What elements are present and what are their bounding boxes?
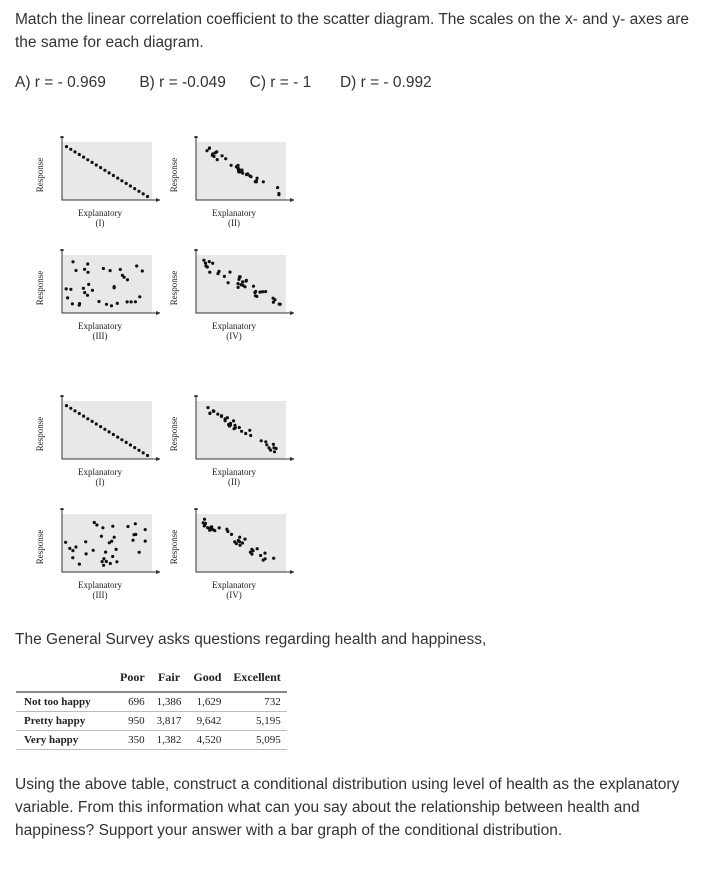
scatter-point [216, 413, 219, 416]
scatter-point [74, 545, 77, 548]
scatter-point [256, 177, 259, 180]
y-axis-label: Response [35, 416, 45, 452]
scatter-point [213, 529, 216, 532]
scatter-point [238, 426, 241, 429]
scatter-point [135, 264, 138, 267]
y-axis-label: Response [169, 270, 179, 306]
x-axis-label: Explanatory (IV) [212, 580, 256, 600]
scatter-point [137, 190, 140, 193]
scatter-point [137, 449, 140, 452]
scatter-point [232, 419, 235, 422]
scatter-point [272, 443, 275, 446]
scatter-point [109, 269, 112, 272]
y-axis-arrow [194, 395, 198, 397]
scatter-point [110, 304, 113, 307]
x-axis-arrow [156, 570, 160, 574]
scatter-point [272, 557, 275, 560]
scatter-point [208, 271, 211, 274]
scatter-point [212, 155, 215, 158]
scatter-point [95, 523, 98, 526]
scatter-point [208, 260, 211, 263]
column-header: Poor [120, 670, 145, 684]
scatter-point [71, 549, 74, 552]
table-cell: 950 [114, 712, 151, 731]
scatter-point [203, 518, 206, 521]
plot-area [62, 514, 152, 572]
question-2-prompt: Using the above table, construct a conditional distribution using level of health as the explanatory variable. From this information what can you say about the relationship between health and happiness? Support your answer with a bar graph of the conditional distribution. [15, 776, 680, 839]
scatter-point [104, 551, 107, 554]
y-axis-label: Response [35, 529, 45, 565]
scatter-point [99, 425, 102, 428]
table-cell: 350 [114, 731, 151, 750]
scatter-point [146, 195, 149, 198]
scatter-point [220, 415, 223, 418]
scatter-point [120, 438, 123, 441]
scatter-point [138, 551, 141, 554]
scatter-point [228, 271, 231, 274]
scatter-point [116, 302, 119, 305]
scatter-point [103, 428, 106, 431]
scatter-point [123, 276, 126, 279]
table-cell: 4,520 [187, 731, 227, 750]
scatter-point [125, 182, 128, 185]
scatter-point [66, 296, 69, 299]
scatter-point [130, 300, 133, 303]
y-axis-label: Response [35, 270, 45, 306]
scatter-point [265, 443, 268, 446]
scatter-point [74, 269, 77, 272]
scatter-point [64, 541, 67, 544]
row-label: Not too happy [16, 692, 114, 712]
x-axis-arrow [156, 457, 160, 461]
option-b: B) r = -0.049 [139, 74, 226, 91]
scatter-point [95, 422, 98, 425]
scatter-point [272, 297, 275, 300]
scatter-point [208, 412, 211, 415]
scatter-point [208, 146, 211, 149]
scatter-point [109, 562, 112, 565]
y-axis-label: Response [169, 529, 179, 565]
scatter-point [241, 284, 244, 287]
scatter-point [138, 295, 141, 298]
scatter-point [91, 161, 94, 164]
question-1-text: Match the linear correlation coefficient to the scatter diagram. The scales on the x- and y- axes are the same for each diagram. [15, 11, 690, 51]
scatter-point [100, 535, 103, 538]
scatter-point [233, 427, 236, 430]
scatter-point [249, 175, 252, 178]
scatter-point [226, 530, 229, 533]
table-row [16, 731, 287, 750]
scatter-point [69, 148, 72, 151]
scatter-point [142, 451, 145, 454]
option-c: C) r = - 1 [249, 74, 312, 91]
scatter-point [238, 536, 241, 539]
scatter-point [108, 171, 111, 174]
scatter-point [237, 286, 240, 289]
scatter-point [239, 275, 242, 278]
table-cell: 3,817 [151, 712, 188, 731]
scatter-point [129, 443, 132, 446]
scatter-point [65, 145, 68, 148]
scatter-point [71, 260, 74, 263]
scatter-point [101, 526, 104, 529]
row-label: Pretty happy [16, 712, 114, 731]
scatter-point [93, 521, 96, 524]
table-cell: 9,642 [187, 712, 227, 731]
scatter-point [262, 180, 265, 183]
scatter-point [204, 522, 207, 525]
scatter-point [241, 280, 244, 283]
scatter-point [218, 526, 221, 529]
scatter-point [78, 563, 81, 566]
scatter-point [120, 179, 123, 182]
scatter-point [204, 262, 207, 265]
scatter-point [108, 541, 111, 544]
scatter-point [256, 547, 259, 550]
scatter-point [233, 540, 236, 543]
scatter-point [101, 560, 104, 563]
x-axis-label: Explanatory (III) [78, 580, 122, 600]
scatter-point [276, 186, 279, 189]
option-a: A) r = - 0.969 [15, 74, 106, 91]
scatter-point [230, 164, 233, 167]
scatter-point [230, 533, 233, 536]
scatter-point [71, 556, 74, 559]
scatter-point [126, 300, 129, 303]
scatter-point [105, 303, 108, 306]
scatter-point [65, 404, 68, 407]
scatter-point [82, 415, 85, 418]
scatter-point [103, 169, 106, 172]
x-axis-arrow [290, 311, 294, 315]
scatter-point [245, 279, 248, 282]
x-axis-arrow [156, 311, 160, 315]
scatter-point [125, 441, 128, 444]
row-label: Very happy [16, 731, 114, 750]
scatter-point [102, 564, 105, 567]
scatter-point [223, 275, 226, 278]
table-cell: 5,095 [227, 731, 286, 750]
scatter-point [87, 283, 90, 286]
scatter-point [82, 156, 85, 159]
scatter-point [221, 154, 224, 157]
table-cell: 696 [114, 692, 151, 712]
x-axis-arrow [290, 570, 294, 574]
scatter-point [278, 303, 281, 306]
scatter-point [144, 528, 147, 531]
scatter-point [116, 436, 119, 439]
x-axis-label: Explanatory (I) [78, 467, 122, 487]
scatter-point [248, 429, 251, 432]
survey-intro: The General Survey asks questions regarding health and happiness, [15, 631, 487, 648]
x-axis-arrow [290, 457, 294, 461]
y-axis-label: Response [35, 157, 45, 193]
x-axis-arrow [156, 198, 160, 202]
scatter-point [91, 289, 94, 292]
scatter-point [133, 187, 136, 190]
column-header: Fair [158, 670, 181, 684]
column-header: Good [193, 670, 222, 684]
scatter-point [97, 300, 100, 303]
scatter-point [144, 540, 147, 543]
scatter-point [133, 446, 136, 449]
scatter-point [245, 173, 248, 176]
scatter-point [269, 449, 272, 452]
scatter-point [83, 291, 86, 294]
scatter-panel [35, 249, 160, 341]
scatter-point [206, 406, 209, 409]
y-axis-arrow [60, 508, 64, 510]
scatter-point [134, 533, 137, 536]
y-axis-arrow [194, 249, 198, 251]
scatter-point [131, 539, 134, 542]
scatter-point [69, 288, 72, 291]
scatter-point [95, 163, 98, 166]
scatter-point [211, 262, 214, 265]
scatter-point [273, 450, 276, 453]
scatter-point [86, 271, 89, 274]
scatter-point [83, 268, 86, 271]
scatter-point [99, 166, 102, 169]
scatter-point [113, 285, 116, 288]
scatter-panel [35, 136, 160, 228]
scatter-point [237, 168, 240, 171]
x-axis-label: Explanatory (II) [212, 467, 256, 487]
scatter-point [78, 412, 81, 415]
scatter-point [71, 302, 74, 305]
scatter-point [224, 157, 227, 160]
y-axis-arrow [60, 249, 64, 251]
scatter-point [82, 287, 85, 290]
scatter-point [108, 430, 111, 433]
scatter-point [69, 407, 72, 410]
scatter-point [91, 420, 94, 423]
scatter-point [261, 290, 264, 293]
scatter-point [255, 295, 258, 298]
column-header: Excellent [233, 670, 281, 684]
scatter-point [262, 559, 265, 562]
scatter-point [119, 268, 122, 271]
scatter-point [227, 423, 230, 426]
y-axis-arrow [194, 136, 198, 138]
table-header-row [16, 668, 287, 692]
scatter-point [224, 417, 227, 420]
scatter-point [68, 547, 71, 550]
scatter-point [205, 149, 208, 152]
table-row [16, 712, 287, 731]
scatter-point [236, 164, 239, 167]
y-axis-arrow [194, 508, 198, 510]
table-cell: 732 [227, 692, 286, 712]
scatter-panel [35, 508, 160, 600]
y-axis-arrow [60, 136, 64, 138]
scatter-point [134, 522, 137, 525]
table-cell: 1,382 [151, 731, 188, 750]
scatter-point [111, 555, 114, 558]
scatter-point [85, 552, 88, 555]
scatter-point [126, 278, 129, 281]
scatter-point [240, 430, 243, 433]
scatter-point [227, 281, 230, 284]
answer-options [15, 71, 705, 94]
y-axis-label: Response [169, 416, 179, 452]
scatter-point [102, 557, 105, 560]
table-cell: 1,629 [187, 692, 227, 712]
scatter-panel [169, 136, 294, 228]
scatter-point [126, 525, 129, 528]
scatter-point [113, 536, 116, 539]
scatter-point [102, 267, 105, 270]
scatter-panel [35, 395, 160, 487]
scatter-point [111, 525, 114, 528]
table-cell: 5,195 [227, 712, 286, 731]
scatter-point [272, 301, 275, 304]
table-cell: 1,386 [151, 692, 188, 712]
scatter-point [237, 539, 240, 542]
scatter-point [216, 158, 219, 161]
table-row [16, 692, 287, 712]
scatter-point [212, 410, 215, 413]
scatter-point [263, 552, 266, 555]
scatter-point [116, 177, 119, 180]
scatter-panel [169, 395, 294, 487]
scatter-point [73, 409, 76, 412]
scatter-point [243, 538, 246, 541]
scatter-point [84, 540, 87, 543]
scatter-point [210, 526, 213, 529]
x-axis-label: Explanatory (II) [212, 208, 256, 228]
scatter-point [115, 560, 118, 563]
scatter-point [264, 290, 267, 293]
scatter-point [259, 554, 262, 557]
scatter-point [115, 548, 118, 551]
scatter-point [78, 153, 81, 156]
scatter-point [105, 560, 108, 563]
scatter-point [92, 549, 95, 552]
scatter-point [217, 270, 220, 273]
scatter-point [277, 192, 280, 195]
option-d: D) r = - 0.992 [339, 74, 432, 91]
x-axis-arrow [290, 198, 294, 202]
scatter-point [249, 551, 252, 554]
scatter-point [202, 259, 205, 262]
x-axis-label: Explanatory (III) [78, 321, 122, 341]
scatter-point [86, 158, 89, 161]
scatter-point [264, 440, 267, 443]
scatter-point [73, 150, 76, 153]
scatter-point [237, 170, 240, 173]
scatter-point [146, 454, 149, 457]
scatter-point [141, 269, 144, 272]
scatter-point [253, 291, 256, 294]
scatter-point [252, 285, 255, 288]
scatter-point [249, 434, 252, 437]
x-axis-label: Explanatory (IV) [212, 321, 256, 341]
scatter-point [142, 192, 145, 195]
scatter-point [275, 447, 278, 450]
scatter-point [86, 417, 89, 420]
scatter-point [134, 300, 137, 303]
scatter-panel [169, 508, 294, 600]
scatter-point [78, 304, 81, 307]
health-happiness-table [16, 668, 287, 750]
scatter-point [236, 282, 239, 285]
scatter-panel [169, 249, 294, 341]
scatter-point [65, 287, 68, 290]
scatter-point [238, 544, 241, 547]
scatter-point [129, 184, 132, 187]
scatter-point [250, 548, 253, 551]
scatter-point [241, 541, 244, 544]
scatter-point [112, 174, 115, 177]
scatter-point [260, 439, 263, 442]
scatter-point [112, 433, 115, 436]
y-axis-label: Response [169, 157, 179, 193]
scatter-point [86, 262, 89, 265]
x-axis-label: Explanatory (I) [78, 208, 122, 228]
scatter-point [204, 264, 207, 267]
scatter-point [244, 432, 247, 435]
scatter-point [86, 294, 89, 297]
scatter-point [214, 151, 217, 154]
y-axis-arrow [60, 395, 64, 397]
